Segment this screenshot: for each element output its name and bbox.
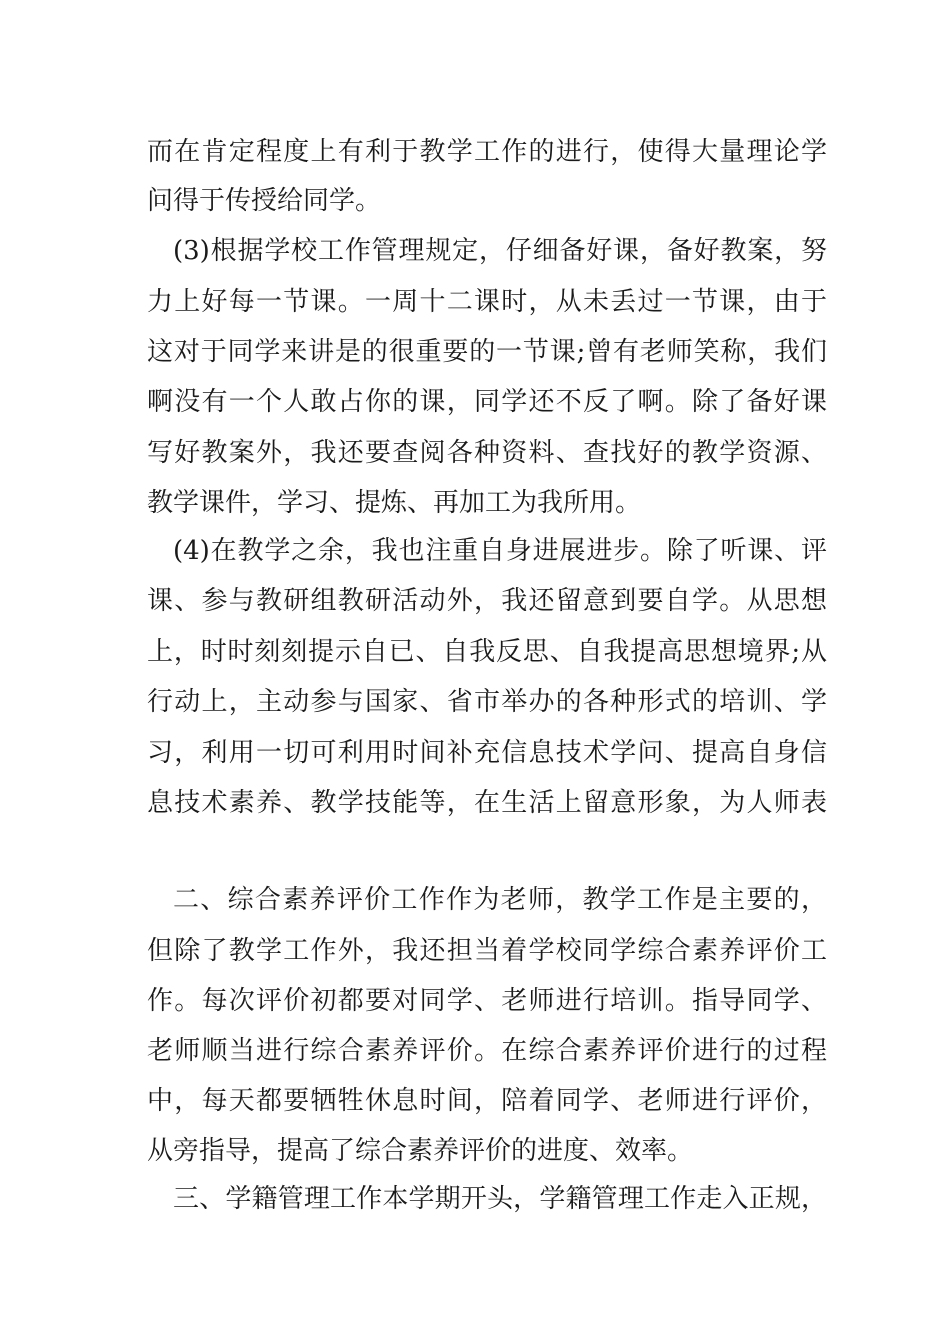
text-line-21: 三、学籍管理工作本学期开头，学籍管理工作走入正规， (173, 1184, 827, 1214)
text-line-4: 力上好每一节课。一周十二课时，从未丢过一节课，由于 (147, 287, 827, 317)
text-line-11: 上，时时刻刻提示自已、自我反思、自我提高思想境界;从 (147, 637, 827, 667)
text-line-12: 行动上，主动参与国家、省市举办的各种形式的培训、学 (147, 687, 827, 717)
text-line-7: 写好教案外，我还要查阅各种资料、查找好的教学资源、 (147, 438, 827, 468)
text-line-13: 习，利用一切可利用时间补充信息技术学问、提高自身信 (147, 738, 827, 768)
text-line-15: 二、综合素养评价工作作为老师，教学工作是主要的， (173, 885, 827, 915)
text-line-5: 这对于同学来讲是的很重要的一节课;曾有老师笑称，我们 (147, 337, 827, 367)
text-line-1: 而在肯定程度上有利于教学工作的进行，使得大量理论学 (147, 137, 827, 167)
text-line-3: (3)根据学校工作管理规定，仔细备好课，备好教案，努 (173, 236, 827, 266)
text-line-16: 但除了教学工作外，我还担当着学校同学综合素养评价工 (147, 936, 827, 966)
text-line-14: 息技术素养、教学技能等，在生活上留意形象，为人师表 (147, 788, 827, 818)
text-line-6: 啊没有一个人敢占你的课，同学还不反了啊。除了备好课 (147, 387, 827, 417)
text-line-20: 从旁指导，提高了综合素养评价的进度、效率。 (147, 1136, 694, 1166)
text-line-9: (4)在教学之余，我也注重自身进展进步。除了听课、评 (173, 536, 827, 566)
text-line-19: 中，每天都要牺牲休息时间，陪着同学、老师进行评价， (147, 1086, 827, 1116)
text-line-10: 课、参与教研组教研活动外，我还留意到要自学。从思想 (147, 586, 827, 616)
text-line-17: 作。每次评价初都要对同学、老师进行培训。指导同学、 (147, 986, 827, 1016)
text-line-18: 老师顺当进行综合素养评价。在综合素养评价进行的过程 (147, 1036, 827, 1066)
text-line-8: 教学课件，学习、提炼、再加工为我所用。 (147, 488, 642, 518)
text-line-2: 问得于传授给同学。 (147, 186, 382, 216)
